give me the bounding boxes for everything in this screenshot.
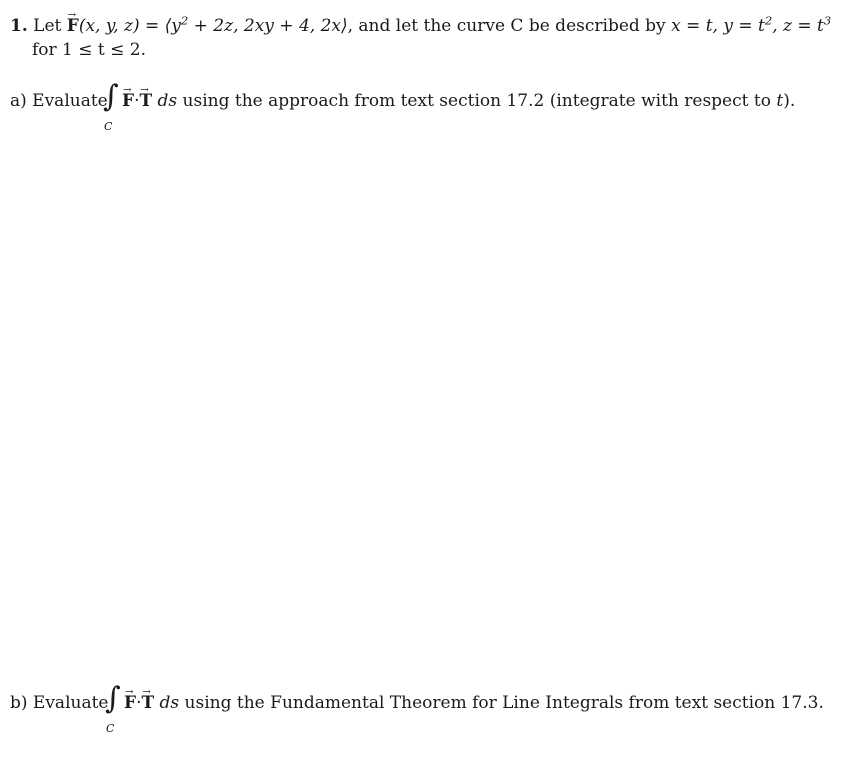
part-a-end: ). <box>783 91 796 111</box>
param-y-exp: 2 <box>764 13 773 28</box>
part-a-T: → T <box>139 91 152 111</box>
part-b-label: b) Evaluate <box>10 693 109 713</box>
let-word: Let <box>33 16 62 36</box>
field-args: (x, y, z) = ⟨y <box>78 16 181 36</box>
param-z: , z = t <box>772 16 824 36</box>
problem-statement <box>10 13 832 36</box>
part-a-label: a) Evaluate <box>10 91 108 111</box>
param-y: y = t <box>723 16 765 36</box>
field-exp: 2 <box>180 13 189 28</box>
range-text: for 1 ≤ t ≤ 2. <box>32 40 147 60</box>
part-a-text: using the approach from text section 17.2 (integrate with respect to <box>177 91 777 111</box>
part-b-integrand <box>124 693 824 713</box>
param-z-exp: 3 <box>823 13 832 28</box>
problem-range <box>32 40 146 60</box>
part-b-text: using the Fundamental Theorem for Line Integrals from text section 17.3. <box>179 693 824 713</box>
part-a-ds: ds <box>152 91 178 111</box>
part-b-integral-subscript: C <box>106 722 115 735</box>
part-a-var: t <box>776 91 784 111</box>
part-a-integral-sign: ∫ <box>103 79 119 114</box>
param-x: x = t, <box>671 16 718 36</box>
problem-number: 1. <box>10 16 28 36</box>
part-a <box>10 91 108 111</box>
part-b-dot: · <box>136 693 142 713</box>
part-a-integral-subscript: C <box>104 120 113 133</box>
curve-text: , and let the curve C be described by <box>347 16 672 36</box>
field-rest: + 2z, 2xy + 4, 2x⟩ <box>188 16 348 36</box>
vector-field-symbol: → F <box>67 16 79 36</box>
part-b <box>10 693 108 713</box>
part-a-integrand <box>122 91 795 111</box>
part-b-T: → T <box>141 693 154 713</box>
part-a-F: → F <box>122 91 134 111</box>
part-a-dot: · <box>134 91 140 111</box>
part-b-ds: ds <box>154 693 180 713</box>
part-b-integral-sign: ∫ <box>105 681 121 716</box>
part-b-F: → F <box>124 693 136 713</box>
